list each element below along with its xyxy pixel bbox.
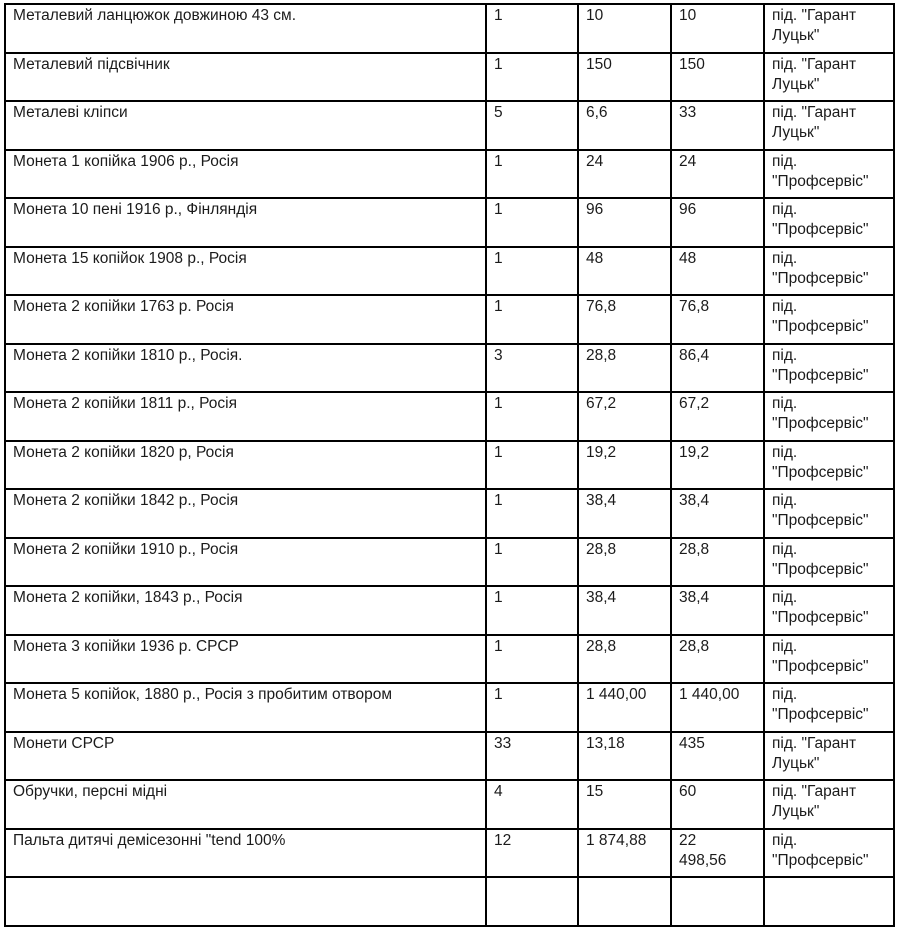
cell-holder-note: під. "Профсервіс"	[764, 829, 894, 878]
cell-holder-note: під. "Гарант Луцьк"	[764, 732, 894, 781]
cell-total: 28,8	[671, 635, 764, 684]
table-row	[5, 4, 894, 53]
cell-holder-note: під. "Профсервіс"	[764, 392, 894, 441]
cell-holder-note: під. "Гарант Луцьк"	[764, 4, 894, 53]
cell-total: 76,8	[671, 295, 764, 344]
cell-item-name: Монета 2 копійки, 1843 р., Росія	[5, 586, 486, 635]
cell-unit-price: 13,18	[578, 732, 671, 781]
table-row	[5, 489, 894, 538]
cell-unit-price: 28,8	[578, 344, 671, 393]
cell-unit-price: 24	[578, 150, 671, 199]
cell-total: 48	[671, 247, 764, 296]
inventory-table-body	[5, 4, 894, 926]
cell-item-name: Монета 1 копійка 1906 р., Росія	[5, 150, 486, 199]
cell-unit-price: 38,4	[578, 586, 671, 635]
cell-unit-price: 1 874,88	[578, 829, 671, 878]
cell-total	[671, 877, 764, 926]
cell-item-name: Монета 5 копійок, 1880 р., Росія з пробитим отвором	[5, 683, 486, 732]
cell-item-name: Монета 3 копійки 1936 р. СРСР	[5, 635, 486, 684]
cell-holder-note	[764, 877, 894, 926]
cell-quantity: 1	[486, 392, 578, 441]
cell-item-name: Монета 2 копійки 1910 р., Росія	[5, 538, 486, 587]
cell-unit-price: 1 440,00	[578, 683, 671, 732]
cell-quantity: 1	[486, 247, 578, 296]
table-row	[5, 198, 894, 247]
table-row	[5, 538, 894, 587]
cell-unit-price: 150	[578, 53, 671, 102]
cell-holder-note: під. "Профсервіс"	[764, 295, 894, 344]
cell-total: 150	[671, 53, 764, 102]
table-row	[5, 247, 894, 296]
cell-item-name: Монета 2 копійки 1842 р., Росія	[5, 489, 486, 538]
cell-holder-note: під. "Гарант Луцьк"	[764, 101, 894, 150]
table-row	[5, 53, 894, 102]
cell-total: 10	[671, 4, 764, 53]
inventory-table	[4, 3, 895, 927]
cell-total: 24	[671, 150, 764, 199]
cell-holder-note: під. "Гарант Луцьк"	[764, 780, 894, 829]
cell-holder-note: під. "Профсервіс"	[764, 344, 894, 393]
cell-quantity: 1	[486, 683, 578, 732]
cell-quantity: 1	[486, 441, 578, 490]
cell-quantity: 1	[486, 489, 578, 538]
cell-item-name: Обручки, персні мідні	[5, 780, 486, 829]
cell-quantity: 1	[486, 295, 578, 344]
cell-item-name: Монета 2 копійки 1810 р., Росія.	[5, 344, 486, 393]
cell-total: 86,4	[671, 344, 764, 393]
table-row	[5, 101, 894, 150]
table-row-partial	[5, 877, 894, 926]
cell-item-name: Монета 2 копійки 1763 р. Росія	[5, 295, 486, 344]
cell-total: 435	[671, 732, 764, 781]
cell-unit-price: 28,8	[578, 635, 671, 684]
cell-unit-price: 6,6	[578, 101, 671, 150]
cell-unit-price: 28,8	[578, 538, 671, 587]
cell-unit-price: 19,2	[578, 441, 671, 490]
cell-item-name: Металеві кліпси	[5, 101, 486, 150]
cell-quantity: 3	[486, 344, 578, 393]
table-row	[5, 635, 894, 684]
cell-holder-note: під. "Гарант Луцьк"	[764, 53, 894, 102]
table-row	[5, 150, 894, 199]
cell-holder-note: під. "Профсервіс"	[764, 538, 894, 587]
cell-holder-note: під. "Профсервіс"	[764, 635, 894, 684]
cell-unit-price: 76,8	[578, 295, 671, 344]
cell-item-name: Монета 10 пені 1916 р., Фінляндія	[5, 198, 486, 247]
cell-quantity: 1	[486, 538, 578, 587]
table-row	[5, 392, 894, 441]
table-row	[5, 295, 894, 344]
cell-holder-note: під. "Профсервіс"	[764, 683, 894, 732]
cell-quantity: 1	[486, 635, 578, 684]
table-row	[5, 344, 894, 393]
cell-quantity: 5	[486, 101, 578, 150]
cell-quantity: 1	[486, 150, 578, 199]
cell-quantity: 1	[486, 586, 578, 635]
cell-item-name: Монети СРСР	[5, 732, 486, 781]
cell-quantity: 1	[486, 53, 578, 102]
cell-holder-note: під. "Профсервіс"	[764, 489, 894, 538]
cell-item-name	[5, 877, 486, 926]
table-row	[5, 586, 894, 635]
cell-unit-price	[578, 877, 671, 926]
cell-quantity	[486, 877, 578, 926]
cell-quantity: 1	[486, 198, 578, 247]
cell-item-name: Монета 2 копійки 1820 р, Росія	[5, 441, 486, 490]
cell-total: 22 498,56	[671, 829, 764, 878]
cell-holder-note: під. "Профсервіс"	[764, 441, 894, 490]
table-row	[5, 683, 894, 732]
cell-item-name: Металевий ланцюжок довжиною 43 см.	[5, 4, 486, 53]
table-row	[5, 732, 894, 781]
cell-unit-price: 48	[578, 247, 671, 296]
cell-holder-note: під. "Профсервіс"	[764, 150, 894, 199]
cell-unit-price: 67,2	[578, 392, 671, 441]
cell-total: 60	[671, 780, 764, 829]
cell-quantity: 12	[486, 829, 578, 878]
cell-total: 33	[671, 101, 764, 150]
cell-item-name: Пальта дитячі демісезонні "tend 100%	[5, 829, 486, 878]
cell-holder-note: під. "Профсервіс"	[764, 198, 894, 247]
cell-item-name: Металевий підсвічник	[5, 53, 486, 102]
cell-total: 28,8	[671, 538, 764, 587]
cell-holder-note: під. "Профсервіс"	[764, 586, 894, 635]
cell-total: 38,4	[671, 586, 764, 635]
cell-total: 38,4	[671, 489, 764, 538]
table-row	[5, 829, 894, 878]
table-row	[5, 441, 894, 490]
cell-unit-price: 96	[578, 198, 671, 247]
cell-unit-price: 38,4	[578, 489, 671, 538]
cell-item-name: Монета 2 копійки 1811 р., Росія	[5, 392, 486, 441]
cell-total: 96	[671, 198, 764, 247]
cell-quantity: 33	[486, 732, 578, 781]
cell-total: 67,2	[671, 392, 764, 441]
cell-quantity: 1	[486, 4, 578, 53]
cell-quantity: 4	[486, 780, 578, 829]
cell-unit-price: 15	[578, 780, 671, 829]
cell-total: 19,2	[671, 441, 764, 490]
cell-total: 1 440,00	[671, 683, 764, 732]
cell-item-name: Монета 15 копійок 1908 р., Росія	[5, 247, 486, 296]
table-row	[5, 780, 894, 829]
cell-unit-price: 10	[578, 4, 671, 53]
cell-holder-note: під. "Профсервіс"	[764, 247, 894, 296]
